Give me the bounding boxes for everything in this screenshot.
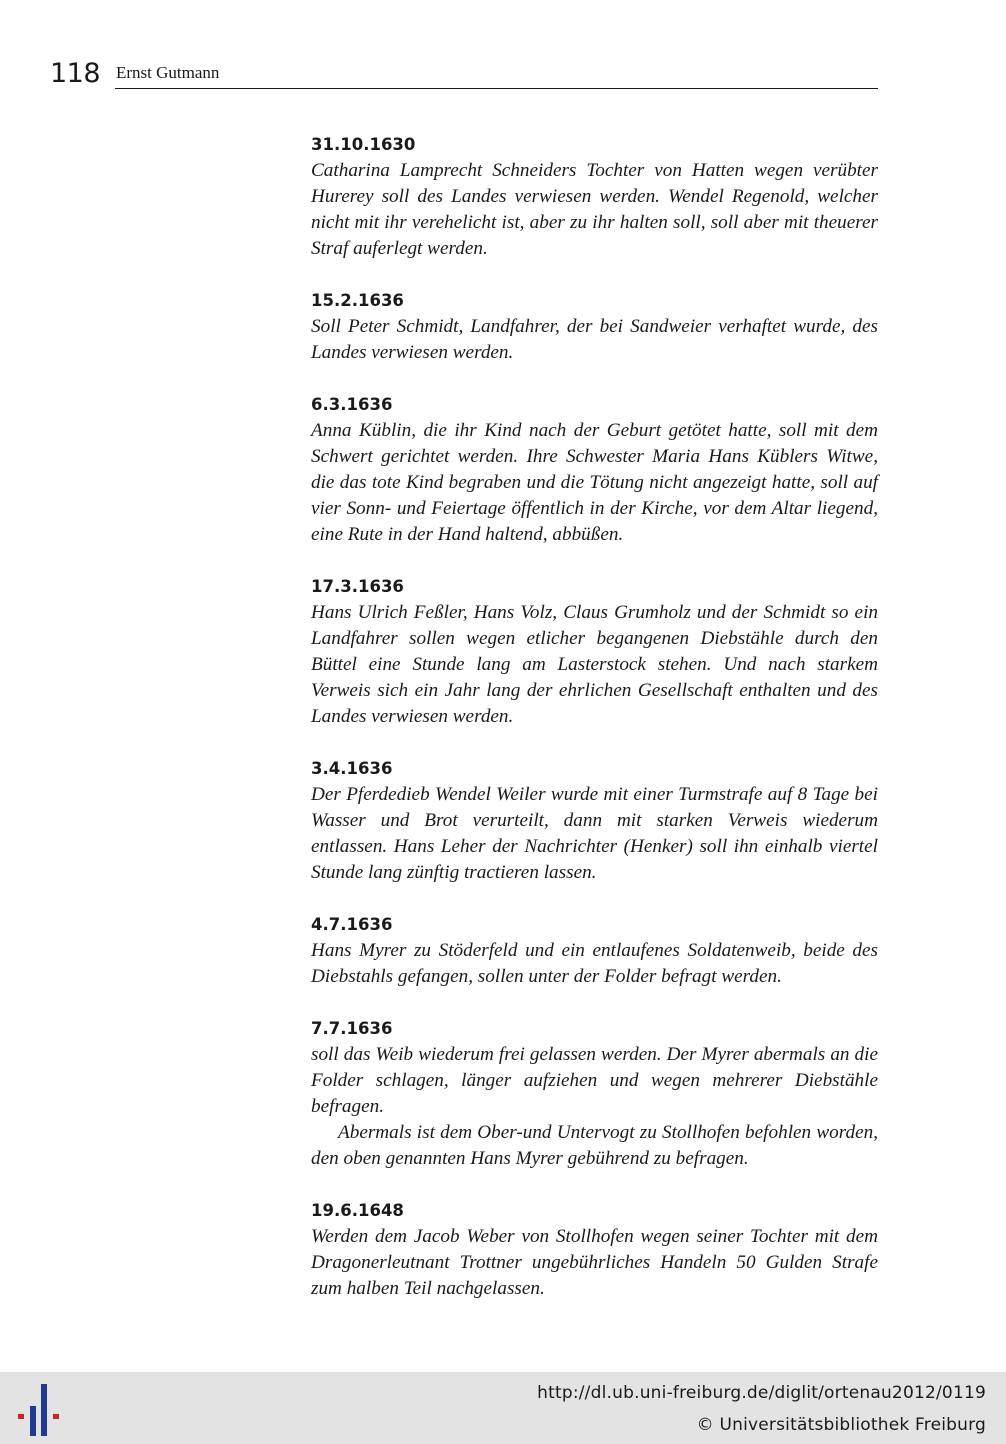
entry-text: Soll Peter Schmidt, Landfahrer, der bei Sandweier verhaftet wurde, des Landes verwiesen werden.: [311, 316, 878, 363]
footer-bar: [0, 1372, 1006, 1444]
entry-text: Hans Myrer zu Stöderfeld und ein entlaufenes Soldatenweib, beide des Diebstahls gefangen, sollen unter der Folder befragt werden.: [311, 940, 878, 987]
entry-date: 31.10.1630: [311, 135, 416, 154]
page-number: 118: [50, 58, 101, 89]
entry-text: Hans Ulrich Feßler, Hans Volz, Claus Grumholz und der Schmidt so ein Landfahrer sollen wegen etlicher begangenen Diebstähle durch den Büttel eine Stunde lang am Lasterstock stehen. Und nach starkem Verweis sich ein Jahr lang der ehrlichen Gesellschaft enthalten und des Landes verwiesen werden.: [311, 602, 878, 727]
entry-text: Werden dem Jacob Weber von Stollhofen wegen seiner Tochter mit dem Dragonerleutnant Trottner ungebührliches Handeln 50 Gulden Strafe zum halben Teil nachgelassen.: [311, 1226, 878, 1299]
entry-text: Anna Küblin, die ihr Kind nach der Geburt getötet hatte, soll mit dem Schwert gerichtet werden. Ihre Schwester Maria Hans Küblers Witwe, die das tote Kind begraben und die Tötung nicht angezeigt hatte, soll auf vier Sonn- und Feiertage öffentlich in der Kirche, vor dem Altar liegend, eine Rute in der Hand haltend, abbüßen.: [311, 420, 878, 545]
entry: [311, 132, 878, 262]
entry-date: 3.4.1636: [311, 759, 393, 778]
entry-date: 19.6.1648: [311, 1201, 404, 1220]
logo-bar-left: [18, 1414, 24, 1419]
running-header-author: Ernst Gutmann: [116, 63, 220, 82]
entry: [311, 1016, 878, 1172]
logo-bar-center: [41, 1384, 47, 1436]
entry: [311, 912, 878, 990]
entry-date: 6.3.1636: [311, 395, 393, 414]
entry-text: Der Pferdedieb Wendel Weiler wurde mit einer Turmstrafe auf 8 Tage bei Wasser und Brot verurteilt, dann mit starken Verweis wiederum entlassen. Hans Leher der Nachrichter (Henker) soll ihn einhalb viertel Stunde lang zünftig tractieren lassen.: [311, 784, 878, 883]
entry-text: soll das Weib wiederum frei gelassen werden. Der Myrer abermals an die Folder schlagen, länger aufziehen und wegen mehrerer Diebstähle befragen.: [311, 1044, 878, 1117]
entry-date: 15.2.1636: [311, 291, 404, 310]
logo-bar-center-left: [30, 1406, 36, 1436]
entry: [311, 392, 878, 548]
entry: [311, 756, 878, 886]
entry: [311, 288, 878, 366]
entry-text-continuation: Abermals ist dem Ober-und Untervogt zu Stollhofen befohlen worden, den oben genannten Hans Myrer gebührend zu befragen.: [311, 1122, 878, 1169]
logo-bar-right: [53, 1414, 59, 1419]
entry: [311, 1198, 878, 1302]
footer-copyright: © Universitätsbibliothek Freiburg: [696, 1415, 986, 1435]
entry-date: 4.7.1636: [311, 915, 393, 934]
document-body: [311, 132, 878, 1328]
ub-freiburg-logo-icon: [14, 1384, 64, 1436]
header-rule: [115, 88, 878, 89]
entry: [311, 574, 878, 730]
footer-url-link[interactable]: http://dl.ub.uni-freiburg.de/diglit/ortenau2012/0119: [537, 1383, 986, 1403]
entry-date: 17.3.1636: [311, 577, 404, 596]
entry-text: Catharina Lamprecht Schneiders Tochter von Hatten wegen verübter Hurerey soll des Landes verwiesen werden. Wendel Regenold, welcher nicht mit ihr verehelicht ist, aber zu ihr halten soll, soll aber mit theuerer Straf auferlegt werden.: [311, 160, 878, 259]
entry-date: 7.7.1636: [311, 1019, 393, 1038]
